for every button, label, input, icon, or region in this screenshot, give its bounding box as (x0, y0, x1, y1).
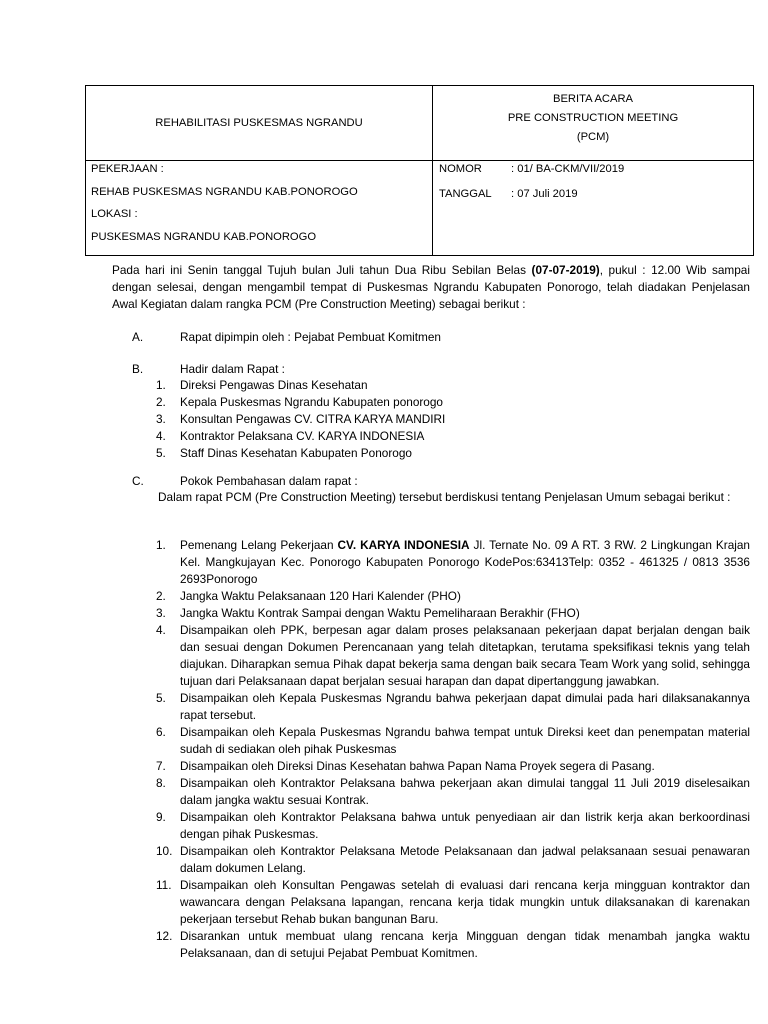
section-c-description: Dalam rapat PCM (Pre Construction Meeting) tersebut berdiskusi tentang Penjelasan Umum sebagai berikut : (158, 490, 731, 504)
intro-text-1: Pada hari ini Senin tanggal Tujuh bulan Juli tahun Dua Ribu Sebilan Belas (112, 263, 532, 277)
list-number: 4. (156, 623, 166, 637)
pekerjaan-label: PEKERJAAN : (91, 163, 164, 175)
list-item (158, 775, 750, 809)
list-number: 10. (156, 844, 173, 858)
tanggal-value: : 07 Juli 2019 (511, 188, 578, 200)
list-text: Disampaikan oleh PPK, berpesan agar dalam proses pelaksanaan pekerjaan dapat berjalan dengan baik dan sesuai dengan Dokumen Perencanaan yang telah ditetapkan, terutama speksifikasi teknis yang telah diajukan. Diharapkan semua Pihak dapat bekerja sama dengan baik secara Team Work yang solid, sehingga tujuan dari Pelaksanaan dapat berjalan sesuai harapan dan dapat dipertanggung jawabkan. (180, 623, 750, 688)
section-b-letter: B. (132, 362, 144, 376)
list-text: Direksi Pengawas Dinas Kesehatan (180, 378, 368, 392)
lokasi-value: PUSKESMAS NGRANDU KAB.PONOROGO (91, 230, 317, 243)
list-item (158, 588, 750, 605)
list-text: Disampaikan oleh Direksi Dinas Kesehatan bahwa Papan Nama Proyek segera di Pasang. (180, 759, 655, 773)
list-text: Disampaikan oleh Kepala Puskesmas Ngrandu bahwa tempat untuk Direksi keet dan penempatan material sudah di sediakan oleh pihak Puskesmas (180, 725, 750, 756)
section-c-title: Pokok Pembahasan dalam rapat : (180, 474, 358, 488)
list-text: Disampaikan oleh Kontraktor Pelaksana bahwa pekerjaan akan dimulai tanggal 11 Juli 2019 diselesaikan dalam jangka waktu sesuai Kontrak. (180, 776, 750, 807)
nomor-label: NOMOR (439, 163, 482, 175)
project-title-text: REHABILITASI PUSKESMAS NGRANDU (155, 117, 363, 129)
list-item (158, 537, 750, 588)
section-c-letter: C. (132, 474, 144, 488)
list-number: 1. (156, 378, 166, 392)
list-item (158, 928, 750, 962)
list-item (158, 411, 750, 428)
nomor-row (439, 163, 747, 188)
list-number: 7. (156, 759, 166, 773)
section-a-letter: A. (132, 330, 144, 344)
list-number: 5. (156, 691, 166, 705)
section-b-title: Hadir dalam Rapat : (180, 362, 285, 376)
project-title (86, 86, 433, 161)
section-a-title: Rapat dipimpin oleh : Pejabat Pembuat Komitmen (180, 330, 441, 344)
nomor-value: : 01/ BA-CKM/VII/2019 (511, 163, 625, 175)
list-number: 4. (156, 429, 166, 443)
list-item (158, 445, 750, 462)
work-location-cell (86, 161, 433, 256)
list-number: 12. (156, 929, 173, 943)
list-number: 3. (156, 606, 166, 620)
list-text: Disampaikan oleh Kepala Puskesmas Ngrandu bahwa pekerjaan dapat dimulai pada hari dilaksanakannya rapat tersebut. (180, 691, 750, 722)
number-date-cell (433, 161, 754, 256)
list-item (158, 622, 750, 690)
intro-paragraph (112, 262, 750, 313)
list-number: 2. (156, 589, 166, 603)
discussion-list (158, 537, 750, 962)
list-item (158, 690, 750, 724)
intro-date-bold: (07-07-2019) (531, 263, 600, 277)
list-number: 8. (156, 776, 166, 790)
list-number: 5. (156, 446, 166, 460)
list-text: Disampaikan oleh Konsultan Pengawas setelah di evaluasi dari rencana kerja mingguan kontraktor dan wawancara dengan Pelaksana lapangan, rencana kerja tidak mungkin untuk dilaksanakan di karenakan pekerjaan tersebut Rehab bukan bangunan Baru. (180, 878, 750, 926)
list-number: 11. (156, 878, 172, 892)
lokasi-label: LOKASI : (91, 208, 138, 220)
list-item (158, 843, 750, 877)
list-item (158, 758, 750, 775)
list-item (158, 428, 750, 445)
list-text: Staff Dinas Kesehatan Kabupaten Ponorogo (180, 446, 412, 460)
list-item (158, 377, 750, 394)
list-item (158, 809, 750, 843)
list-number: 2. (156, 395, 166, 409)
list-text: Jangka Waktu Pelaksanaan 120 Hari Kalender (PHO) (180, 589, 461, 603)
list-text: Pemenang Lelang Pekerjaan (180, 538, 338, 552)
doc-title-line-1: BERITA ACARA (553, 93, 633, 105)
doc-title-line-3: (PCM) (576, 131, 610, 143)
document-title (433, 86, 754, 161)
attendee-list (158, 377, 750, 462)
list-text: Kepala Puskesmas Ngrandu Kabupaten ponorogo (180, 395, 443, 409)
list-text: Jangka Waktu Kontrak Sampai dengan Waktu Pemeliharaan Berakhir (FHO) (180, 606, 580, 620)
intro-text-2: , pukul : 12.00 Wib sampai dengan selesai, dengan mengambil tempat di Puskesmas Ngrandu Kabupaten Ponorogo, telah diadakan Penjelasan Awal Kegiatan dalam rangka PCM (Pre Construction Meeting) sebagai berikut : (112, 263, 750, 311)
list-number: 6. (156, 725, 166, 739)
tanggal-row (439, 188, 747, 213)
list-text: Konsultan Pengawas CV. CITRA KARYA MANDIRI (180, 412, 446, 426)
list-text: Disampaikan oleh Kontraktor Pelaksana Metode Pelaksanaan dan jadwal pelaksanaan sesuai penawaran dalam dokumen Lelang. (180, 844, 750, 875)
contractor-name-bold: CV. KARYA INDONESIA (337, 538, 470, 552)
pekerjaan-value: REHAB PUSKESMAS NGRANDU KAB.PONOROGO (91, 185, 358, 198)
list-text: Kontraktor Pelaksana CV. KARYA INDONESIA (180, 429, 425, 443)
list-number: 3. (156, 412, 166, 426)
list-text: Disarankan untuk membuat ulang rencana kerja Mingguan dengan tidak menambah jangka waktu Pelaksanaan, dan di setujui Pejabat Pembuat Komitmen. (180, 929, 750, 960)
header-table (85, 85, 754, 256)
list-number: 1. (156, 538, 166, 552)
tanggal-label: TANGGAL (439, 188, 492, 200)
list-item (158, 724, 750, 758)
list-number: 9. (156, 810, 166, 824)
list-item (158, 605, 750, 622)
list-text: Jl. Ternate No. 09 A RT. 3 RW. 2 Lingkungan Krajan Kel. Mangkujayan Kec. Ponorogo Kabupaten Ponorogo KodePos:63413Telp: 0352 - 461325 / 0813 3536 2693Ponorogo (180, 538, 750, 586)
list-item (158, 394, 750, 411)
list-text: Disampaikan oleh Kontraktor Pelaksana bahwa untuk penyediaan air dan listrik kerja akan berkoordinasi dengan pihak Puskesmas. (180, 810, 750, 841)
doc-title-line-2: PRE CONSTRUCTION MEETING (507, 112, 679, 124)
list-item (158, 877, 750, 928)
